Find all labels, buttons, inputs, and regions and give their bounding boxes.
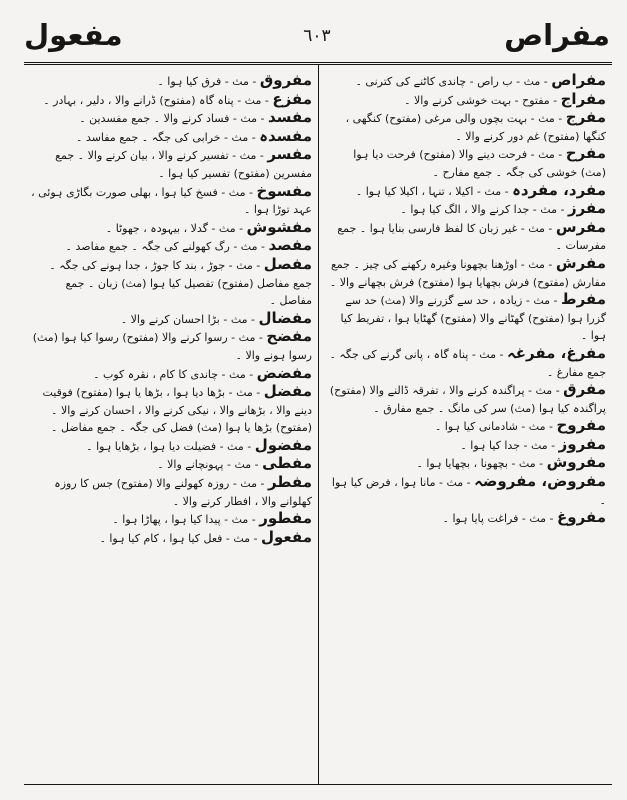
dictionary-entry [326,291,606,345]
entry-definition: - مث - فراغت پایا ہوا ۔ [442,512,558,526]
page-number: ٦٠٣ [303,26,331,46]
entry-headword: مفصل [263,254,312,273]
entry-headword: مفسد [267,108,312,127]
entry-headword: مفضل [263,382,312,401]
entry-headword: مفروح [556,416,606,435]
dictionary-entry [326,509,606,528]
entry-headword: مفروق [259,72,312,89]
dictionary-entry [30,455,312,474]
dictionary-entry [326,417,606,436]
entry-definition: - مث - غیر زبان کا لفظ فارسی بنایا ہوا ۔ جمع مفرسات ۔ [337,221,606,253]
entry-definition: - مث - فرق کیا ہوا ۔ [157,75,260,88]
entry-headword: مفروش [546,453,606,472]
dictionary-entry [30,328,312,364]
entry-definition: - مث - فضیلت دیا ہوا ، بڑھایا ہوا ۔ [86,439,255,453]
entry-headword: مفطی [262,454,312,473]
dictionary-entry [30,256,312,310]
entry-definition: - مث - جوڑ ، بند کا جوڑ ، جدا ہونے کی جگہ ۔ جمع مفاصل (مفتوح) تفصیل کیا ہوا (مث) زبان ۔ جمع مفاصل ۔ [49,258,312,308]
entry-headword: مفطر [267,473,312,492]
dictionary-entry [326,91,606,110]
entry-definition: - مث - بڑا احسان کرنے والا ۔ [120,312,259,326]
entry-definition: - مث - شادمانی کیا ہوا ۔ [434,420,557,434]
dictionary-entry [30,437,312,456]
dictionary-entry [30,510,312,529]
entry-definition: - مفتوح - بہت خوشی کرنے والا ۔ [404,93,561,107]
entry-headword: مفسدہ [259,126,312,145]
entry-headword: مفضول [254,435,312,454]
entry-headword: مفعول [261,527,312,546]
entry-headword: مفرد، مفردہ [512,180,606,199]
dictionary-entry [326,200,606,219]
dictionary-entry [326,381,606,417]
entry-definition: - مث - تفسیر کرنے والا ، بیان کرنے والا ۔ جمع مفسرین (مفتوح) تفسیر کیا ہوا ۔ [55,149,312,180]
dictionary-entry [326,72,606,91]
entry-headword: مفشوش [246,217,312,236]
entry-headword: مفروز [558,434,606,453]
entry-definition: - مث - فرحت دینے والا (مفتوح) فرحت دیا ہوا (مث) خوشی کی جگہ ۔ جمع مفارح ۔ [353,148,606,179]
entry-headword: مفرط [561,290,606,309]
entry-definition: - مث - پہونچانے والا ۔ [157,458,263,472]
entry-headword: مفزع [272,89,312,108]
dictionary-entry [30,109,312,128]
dictionary-entry [30,237,312,256]
dictionary-entry [30,146,312,182]
dictionary-entry [30,72,312,91]
entry-definition: - مث - بڑھا دیا ہوا ، بڑھا یا ہوا (مفتوح) فوقیت دینے والا ، بڑھانے والا ، نیکی کرنے والا ، احسان کرنے والا ۔ (مفتوح) بڑھا یا ہوا (مث) فضل کی جگہ ۔ جمع مفاضل ۔ [42,386,312,435]
entry-definition: - مث - جدا کرنے والا ، الگ کیا ہوا ۔ [400,203,568,217]
entry-headword: مفرغ، مفرغہ [506,343,606,362]
dictionary-entry [30,310,312,329]
entry-headword: مفرز [567,199,606,218]
column-divider [318,64,319,784]
entry-headword: مفرش [555,253,606,272]
entry-headword: مفرق [563,380,606,399]
dictionary-entry [30,529,312,548]
dictionary-entry [326,145,606,181]
entry-definition: - مث - فساد کرنے والا ۔ جمع مفسدین ۔ [79,112,268,126]
dictionary-entry [326,454,606,473]
dictionary-entry [30,474,312,510]
entry-definition: - مث - گدلا ، بیہودہ ، جھوٹا ۔ [105,221,247,235]
dictionary-entry [30,383,312,437]
entry-definition: - مث - ب راص - چاندی کاٹنے کی کترنی ۔ [355,75,552,88]
entry-headword: مفروغ [557,508,606,527]
entry-headword: مفضال [258,308,312,327]
entry-headword: مفسر [267,145,312,164]
entry-headword: مفسوخ [256,181,312,200]
entry-definition: - مث - جدا کیا ہوا ۔ [460,438,559,452]
dictionary-entry [30,365,312,384]
entry-definition: - مث - مانا ہوا ، فرض کیا ہوا ۔ [331,476,606,507]
dictionary-entry [326,255,606,291]
entry-definition: - مث - فعل کیا ہوا ، کام کیا ہوا ۔ [99,531,262,545]
entry-headword: مفراج [560,89,606,108]
entry-definition: - مث - اوڑھنا بچھونا وغیرہ رکھنے کی چیز ۔ جمع مفارش (مفتوح) فرش بچھایا ہوا (مفتوح) فرش بچھانے والا ۔ [329,257,606,289]
entry-headword: مفرح [565,144,606,163]
entry-headword: مفضح [266,327,312,346]
entry-headword: مفضض [256,363,312,382]
column-left [30,72,312,780]
entry-definition: - مث - رگ کھولنے کی جگہ ۔ جمع مفاصد ۔ [65,240,269,254]
entry-definition: - مث - اکیلا ، تنہا ، اکیلا کیا ہوا ۔ [355,184,513,198]
entry-headword: مفرس [555,217,606,236]
dictionary-entry [326,109,606,145]
entry-definition: - مث - پیدا کیا ہوا ، پھاڑا ہوا ۔ [112,513,260,527]
guide-word-last: مفعول [24,18,123,52]
dictionary-entry [30,219,312,238]
dictionary-entry [326,345,606,381]
dictionary-entry [30,91,312,110]
dictionary-entry [30,128,312,147]
entry-definition: - مث - روزہ کھولنے والا (مفتوح) جس کا روزہ کھلوانے والا ، افطار کرنے والا ۔ [54,477,312,508]
entry-definition: - مث - پناہ گاہ ، پانی گرنے کی جگہ ۔ جمع مفارغ ۔ [329,347,606,379]
dictionary-entry [326,219,606,255]
entry-definition: - مث - رسوا کرنے والا (مفتوح) رسوا کیا ہوا (مث) رسوا ہونے والا ۔ [32,331,312,362]
guide-word-first: مفراص [504,18,610,52]
entry-headword: مفروض، مفروضہ [474,472,606,491]
entry-definition: - مث - خرابی کی جگہ ۔ جمع مفاسد ۔ [76,130,260,144]
entry-definition: - مث - چاندی کا کام ، نقرہ کوب ۔ [93,367,257,381]
entry-definition: - مث - زیادہ ، حد سے گزرنے والا (مث) حد سے گزرا ہوا (مفتوح) گھٹانے والا (مفتوح) گھٹایا ہوا ، تفریط کیا ہوا ۔ [340,294,606,343]
entry-headword: مفراص [551,72,606,89]
entry-definition: - مث - فسخ کیا ہوا ، بھلی صورت بگاڑی ہوئی ، عہد توڑا ہوا ۔ [31,185,312,217]
entry-definition: - مث - پراگندہ کرنے والا ، تفرقہ ڈالنے والا (مفتوح) پراگندہ کیا ہوا (مث) سر کی مانگ ۔ جمع مفارق ۔ [329,384,606,415]
page-header [24,12,610,62]
entry-headword: مفطور [259,509,312,528]
entry-definition: - مث - بہت بچوں والی مرغی (مفتوح) کنگھی ، کنگھا (مفتوح) غم دور کرنے والا ۔ [345,112,606,143]
column-right [326,72,606,780]
entry-headword: مفصد [268,236,312,255]
entry-definition: - مث - بچھونا ، بچھایا ہوا ۔ [416,457,547,471]
dictionary-entry [326,436,606,455]
footer-rule [24,784,612,785]
dictionary-entry [30,183,312,219]
entry-definition: - مث - پناہ گاہ (مفتوح) ڈرانے والا ، دلیر ، بہادر ۔ [43,93,273,107]
dictionary-entry [326,182,606,201]
dictionary-entry [326,473,606,509]
entry-headword: مفرج [565,108,606,127]
